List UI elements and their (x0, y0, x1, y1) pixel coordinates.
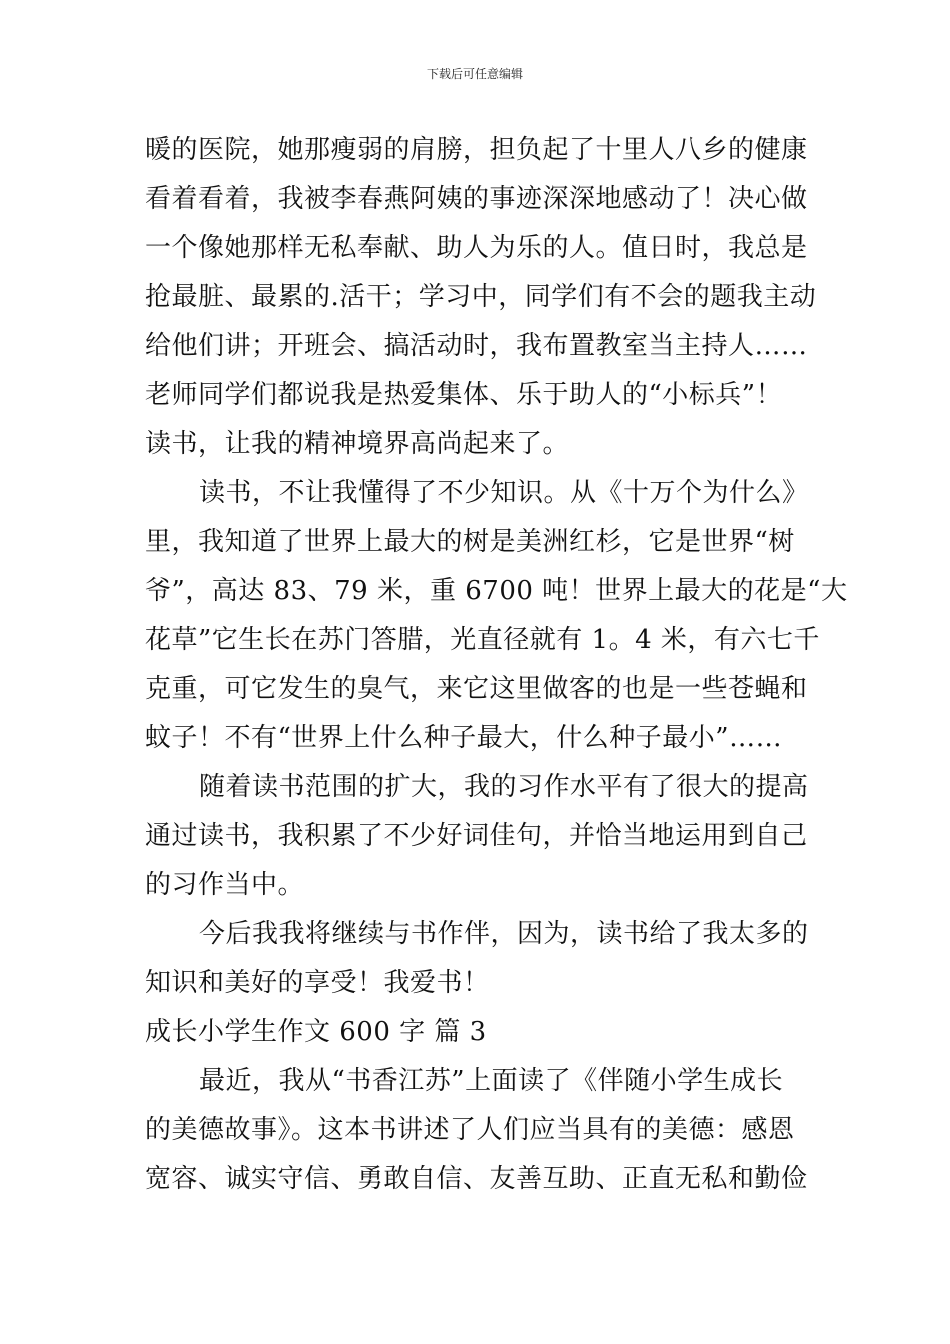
text-line: 一个像她那样无私奉献、助人为乐的人。值日时，我总是 (145, 233, 808, 263)
text-line: 通过读书，我积累了不少好词佳句，并恰当地运用到自己 (145, 821, 808, 851)
text-line: 给他们讲；开班会、搞活动时，我布置教室当主持人…… (145, 331, 808, 361)
text-line: 的习作当中。 (145, 870, 305, 900)
text-line: 里，我知道了世界上最大的树是美洲红杉，它是世界“树 (145, 527, 795, 557)
text-line: 今后我我将继续与书作伴，因为，读书给了我太多的 (199, 919, 809, 949)
text-line: 爷”，高达 83、79 米，重 6700 吨！世界上最大的花是“大 (145, 576, 848, 606)
text-line: 读书，让我的精神境界高尚起来了。 (145, 429, 570, 459)
text-line: 老师同学们都说我是热爱集体、乐于助人的“小标兵”！ (145, 380, 783, 410)
text-line: 知识和美好的享受！我爱书！ (145, 968, 490, 998)
text-line: 随着读书范围的扩大，我的习作水平有了很大的提高 (199, 772, 809, 802)
text-line: 最近，我从“书香江苏”上面读了《伴随小学生成长 (199, 1066, 784, 1096)
page-header: 下载后可任意编辑 (426, 67, 523, 81)
text-line: 读书，不让我懂得了不少知识。从《十万个为什么》 (199, 478, 809, 508)
text-line: 看着看着，我被李春燕阿姨的事迹深深地感动了！决心做 (145, 184, 808, 214)
text-line: 暖的医院，她那瘦弱的肩膀，担负起了十里人八乡的健康 (145, 135, 808, 165)
text-line: 蚊子！不有“世界上什么种子最大，什么种子最小”…… (145, 723, 783, 753)
text-line: 的美德故事》。这本书讲述了人们应当具有的美德：感恩 (145, 1115, 795, 1145)
section-heading: 成长小学生作文 600 字 篇 3 (145, 1017, 487, 1047)
document-body (145, 126, 848, 1204)
text-line: 克重，可它发生的臭气，来它这里做客的也是一些苍蝇和 (145, 674, 808, 704)
text-line: 抢最脏、最累的.活干；学习中，同学们有不会的题我主动 (145, 282, 817, 312)
text-line: 宽容、诚实守信、勇敢自信、友善互助、正直无私和勤俭 (145, 1164, 808, 1194)
text-line: 花草”它生长在苏门答腊，光直径就有 1。4 米，有六七千 (145, 625, 820, 655)
